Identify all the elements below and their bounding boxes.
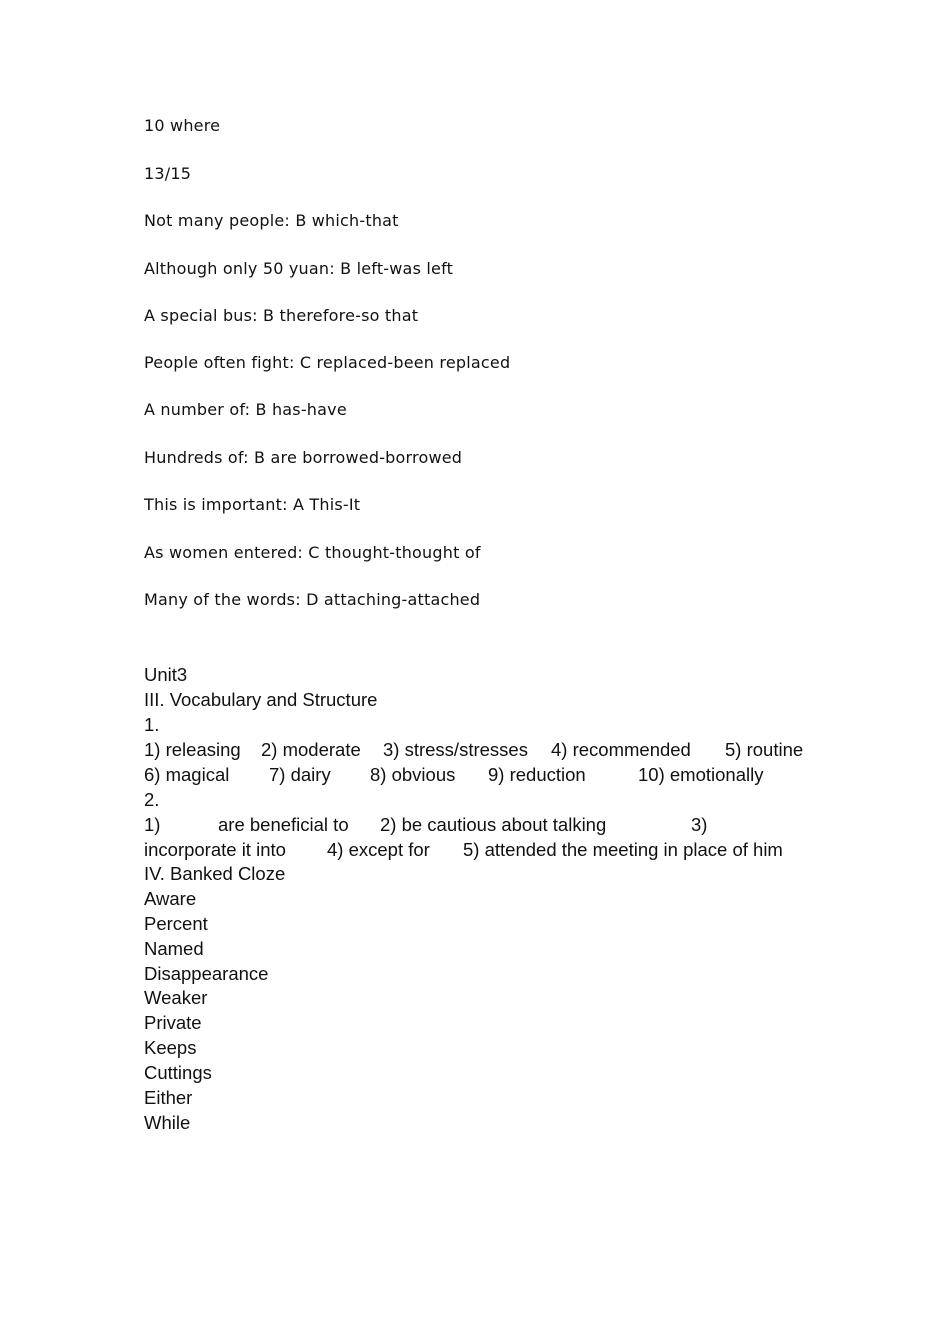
answer-line: A special bus: B therefore-so that bbox=[144, 306, 419, 325]
cloze-answer: Percent bbox=[144, 913, 208, 934]
vocab-answer: 8) obvious bbox=[370, 764, 456, 785]
cloze-answer: Cuttings bbox=[144, 1062, 212, 1083]
vocab-answer: 5) routine bbox=[725, 739, 804, 760]
structure-answer: 4) except for bbox=[327, 839, 430, 860]
answer-line: 13/15 bbox=[144, 164, 192, 183]
vocab-answer: 2) moderate bbox=[261, 739, 361, 760]
cloze-answer: Disappearance bbox=[144, 963, 269, 984]
vocab-answer: 10) emotionally bbox=[638, 764, 764, 785]
answer-line: As women entered: C thought-thought of bbox=[144, 543, 481, 562]
answer-line: Many of the words: D attaching-attached bbox=[144, 590, 481, 609]
section-heading-banked-cloze: IV. Banked Cloze bbox=[144, 863, 286, 884]
cloze-answer: Weaker bbox=[144, 987, 208, 1008]
vocab-answer: 7) dairy bbox=[269, 764, 331, 785]
answer-line: This is important: A This-It bbox=[144, 495, 361, 514]
vocab-answer: 1) releasing bbox=[144, 739, 241, 760]
cloze-answer: Keeps bbox=[144, 1037, 197, 1058]
answer-line: Although only 50 yuan: B left-was left bbox=[144, 259, 454, 278]
part-label: 2. bbox=[144, 789, 160, 810]
answer-line: Hundreds of: B are borrowed-borrowed bbox=[144, 448, 463, 467]
answer-line: 10 where bbox=[144, 116, 221, 135]
part-label: 1. bbox=[144, 714, 160, 735]
section-heading-vocabulary: III. Vocabulary and Structure bbox=[144, 689, 378, 710]
vocab-answer: 6) magical bbox=[144, 764, 230, 785]
answer-line: People often fight: C replaced-been replaced bbox=[144, 353, 511, 372]
vocab-answer: 4) recommended bbox=[551, 739, 691, 760]
cloze-answer: Named bbox=[144, 938, 204, 959]
answer-line: Not many people: B which-that bbox=[144, 211, 399, 230]
structure-answer: incorporate it into bbox=[144, 839, 286, 860]
structure-row bbox=[144, 838, 824, 862]
structure-answer: are beneficial to bbox=[218, 814, 349, 835]
cloze-answer: Either bbox=[144, 1087, 193, 1108]
vocab-row bbox=[144, 763, 824, 787]
structure-answer: 2) be cautious about talking bbox=[380, 814, 607, 835]
structure-answer: 1) bbox=[144, 814, 161, 835]
vocab-answer: 9) reduction bbox=[488, 764, 586, 785]
structure-answer: 3) bbox=[691, 814, 708, 835]
answer-line: A number of: B has-have bbox=[144, 400, 347, 419]
structure-row bbox=[144, 813, 824, 837]
unit-title: Unit3 bbox=[144, 664, 188, 685]
cloze-answer: Aware bbox=[144, 888, 197, 909]
cloze-answer: Private bbox=[144, 1012, 202, 1033]
vocab-row bbox=[144, 738, 824, 762]
vocab-answer: 3) stress/stresses bbox=[383, 739, 528, 760]
structure-answer: 5) attended the meeting in place of him bbox=[463, 839, 783, 860]
cloze-answer: While bbox=[144, 1112, 191, 1133]
